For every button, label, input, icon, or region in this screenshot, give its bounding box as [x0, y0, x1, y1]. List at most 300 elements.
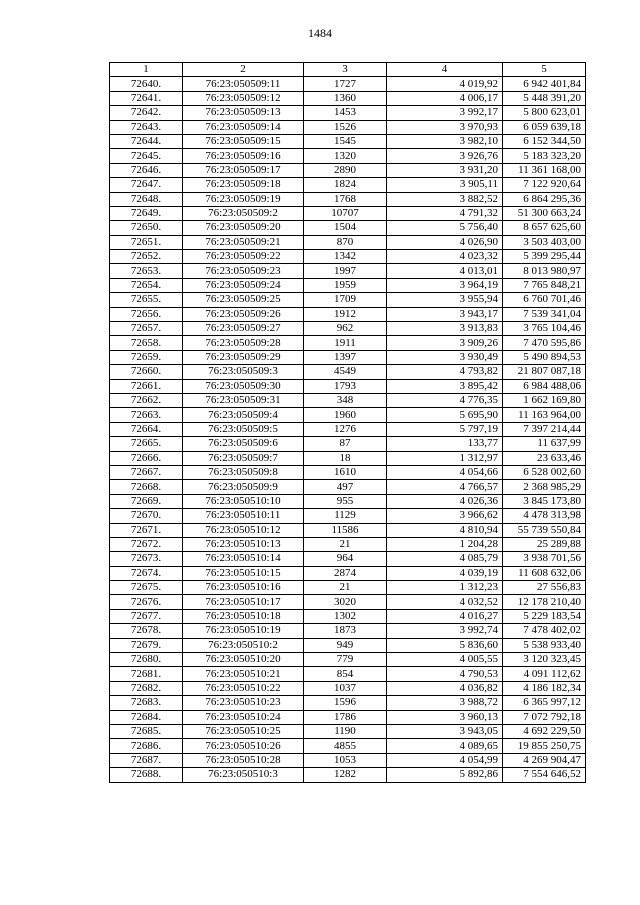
cadastral-value: 11 637,99 — [503, 437, 586, 451]
specific-value: 5 892,86 — [387, 768, 503, 782]
specific-value: 3 943,05 — [387, 724, 503, 738]
column-header-2: 2 — [183, 63, 304, 77]
cadastral-number: 76:23:050509:7 — [183, 451, 304, 465]
specific-value: 3 926,76 — [387, 149, 503, 163]
area-value: 1190 — [304, 724, 387, 738]
row-number: 72667. — [110, 465, 183, 479]
cadastral-value: 6 760 701,46 — [503, 293, 586, 307]
table-row — [110, 77, 586, 91]
area-value: 1397 — [304, 350, 387, 364]
cadastral-number: 76:23:050509:12 — [183, 91, 304, 105]
cadastral-number: 76:23:050509:28 — [183, 336, 304, 350]
specific-value: 3 955,94 — [387, 293, 503, 307]
cadastral-number: 76:23:050509:23 — [183, 264, 304, 278]
cadastral-value: 5 399 295,44 — [503, 250, 586, 264]
cadastral-value: 7 554 646,52 — [503, 768, 586, 782]
cadastral-number: 76:23:050509:21 — [183, 235, 304, 249]
cadastral-number: 76:23:050509:3 — [183, 365, 304, 379]
specific-value: 1 312,97 — [387, 451, 503, 465]
cadastral-value: 5 490 894,53 — [503, 350, 586, 364]
cadastral-number: 76:23:050510:24 — [183, 710, 304, 724]
specific-value: 3 905,11 — [387, 178, 503, 192]
cadastral-value: 21 807 087,18 — [503, 365, 586, 379]
cadastral-number: 76:23:050509:8 — [183, 465, 304, 479]
cadastral-value: 7 470 595,86 — [503, 336, 586, 350]
area-value: 10707 — [304, 206, 387, 220]
specific-value: 4 026,36 — [387, 494, 503, 508]
area-value: 1037 — [304, 681, 387, 695]
table-row — [110, 106, 586, 120]
table-row — [110, 393, 586, 407]
cadastral-number: 76:23:050509:14 — [183, 120, 304, 134]
area-value: 962 — [304, 322, 387, 336]
table-row — [110, 408, 586, 422]
specific-value: 3 982,10 — [387, 134, 503, 148]
specific-value: 4 005,55 — [387, 653, 503, 667]
cadastral-value: 6 864 295,36 — [503, 192, 586, 206]
table-row — [110, 350, 586, 364]
table-row — [110, 552, 586, 566]
table-row — [110, 566, 586, 580]
specific-value: 4 032,52 — [387, 595, 503, 609]
cadastral-value: 3 845 173,80 — [503, 494, 586, 508]
row-number: 72655. — [110, 293, 183, 307]
row-number: 72660. — [110, 365, 183, 379]
table-row — [110, 753, 586, 767]
table-row — [110, 638, 586, 652]
row-number: 72671. — [110, 523, 183, 537]
table-row — [110, 307, 586, 321]
specific-value: 4 006,17 — [387, 91, 503, 105]
cadastral-number: 76:23:050510:13 — [183, 537, 304, 551]
area-value: 1545 — [304, 134, 387, 148]
area-value: 2874 — [304, 566, 387, 580]
cadastral-number: 76:23:050510:18 — [183, 609, 304, 623]
row-number: 72647. — [110, 178, 183, 192]
cadastral-number: 76:23:050510:19 — [183, 624, 304, 638]
area-value: 964 — [304, 552, 387, 566]
table-row — [110, 134, 586, 148]
row-number: 72676. — [110, 595, 183, 609]
area-value: 348 — [304, 393, 387, 407]
area-value: 854 — [304, 667, 387, 681]
table-row — [110, 739, 586, 753]
cadastral-value: 7 478 402,02 — [503, 624, 586, 638]
cadastral-value: 5 448 391,20 — [503, 91, 586, 105]
row-number: 72649. — [110, 206, 183, 220]
table-row — [110, 480, 586, 494]
area-value: 1824 — [304, 178, 387, 192]
cadastral-value: 6 152 344,50 — [503, 134, 586, 148]
area-value: 1911 — [304, 336, 387, 350]
column-header-4: 4 — [387, 63, 503, 77]
specific-value: 3 943,17 — [387, 307, 503, 321]
area-value: 18 — [304, 451, 387, 465]
row-number: 72651. — [110, 235, 183, 249]
row-number: 72664. — [110, 422, 183, 436]
row-number: 72686. — [110, 739, 183, 753]
specific-value: 4 810,94 — [387, 523, 503, 537]
header-row — [110, 63, 586, 77]
cadastral-value: 6 942 401,84 — [503, 77, 586, 91]
cadastral-value: 3 120 323,45 — [503, 653, 586, 667]
specific-value: 1 204,28 — [387, 537, 503, 551]
table-row — [110, 221, 586, 235]
area-value: 1504 — [304, 221, 387, 235]
table-row — [110, 293, 586, 307]
specific-value: 4 023,32 — [387, 250, 503, 264]
cadastral-value: 51 300 663,24 — [503, 206, 586, 220]
specific-value: 5 695,90 — [387, 408, 503, 422]
cadastral-number: 76:23:050510:20 — [183, 653, 304, 667]
cadastral-value: 8 013 980,97 — [503, 264, 586, 278]
cadastral-value: 5 183 323,20 — [503, 149, 586, 163]
area-value: 1360 — [304, 91, 387, 105]
row-number: 72675. — [110, 581, 183, 595]
specific-value: 5 836,60 — [387, 638, 503, 652]
cadastral-value: 7 765 848,21 — [503, 278, 586, 292]
cadastral-number: 76:23:050509:25 — [183, 293, 304, 307]
cadastral-value: 7 122 920,64 — [503, 178, 586, 192]
row-number: 72669. — [110, 494, 183, 508]
area-value: 1786 — [304, 710, 387, 724]
area-value: 2890 — [304, 163, 387, 177]
cadastral-value: 25 289,88 — [503, 537, 586, 551]
table-row — [110, 379, 586, 393]
cadastral-number: 76:23:050509:11 — [183, 77, 304, 91]
area-value: 1610 — [304, 465, 387, 479]
cadastral-number: 76:23:050509:16 — [183, 149, 304, 163]
table-row — [110, 206, 586, 220]
cadastral-number: 76:23:050509:24 — [183, 278, 304, 292]
row-number: 72666. — [110, 451, 183, 465]
cadastral-value: 4 692 229,50 — [503, 724, 586, 738]
table-row — [110, 120, 586, 134]
cadastral-value-table — [109, 62, 586, 783]
table-row — [110, 437, 586, 451]
table-row — [110, 264, 586, 278]
area-value: 3020 — [304, 595, 387, 609]
specific-value: 4 039,19 — [387, 566, 503, 580]
table-row — [110, 609, 586, 623]
cadastral-number: 76:23:050509:6 — [183, 437, 304, 451]
area-value: 949 — [304, 638, 387, 652]
specific-value: 3 909,26 — [387, 336, 503, 350]
cadastral-value: 19 855 250,75 — [503, 739, 586, 753]
cadastral-value: 23 633,46 — [503, 451, 586, 465]
row-number: 72684. — [110, 710, 183, 724]
area-value: 779 — [304, 653, 387, 667]
specific-value: 3 992,74 — [387, 624, 503, 638]
row-number: 72663. — [110, 408, 183, 422]
table-row — [110, 624, 586, 638]
area-value: 1053 — [304, 753, 387, 767]
specific-value: 4 766,57 — [387, 480, 503, 494]
cadastral-value: 3 938 701,56 — [503, 552, 586, 566]
specific-value: 4 016,27 — [387, 609, 503, 623]
area-value: 1276 — [304, 422, 387, 436]
cadastral-number: 76:23:050509:2 — [183, 206, 304, 220]
cadastral-value: 4 186 182,34 — [503, 681, 586, 695]
cadastral-number: 76:23:050510:25 — [183, 724, 304, 738]
row-number: 72673. — [110, 552, 183, 566]
table-row — [110, 422, 586, 436]
specific-value: 3 930,49 — [387, 350, 503, 364]
area-value: 4549 — [304, 365, 387, 379]
specific-value: 133,77 — [387, 437, 503, 451]
specific-value: 1 312,23 — [387, 581, 503, 595]
area-value: 21 — [304, 537, 387, 551]
specific-value: 3 882,52 — [387, 192, 503, 206]
cadastral-number: 76:23:050509:5 — [183, 422, 304, 436]
area-value: 1727 — [304, 77, 387, 91]
row-number: 72642. — [110, 106, 183, 120]
table-row — [110, 91, 586, 105]
area-value: 1709 — [304, 293, 387, 307]
row-number: 72643. — [110, 120, 183, 134]
page-number: 1484 — [308, 26, 332, 40]
cadastral-value: 12 178 210,40 — [503, 595, 586, 609]
area-value: 1960 — [304, 408, 387, 422]
row-number: 72681. — [110, 667, 183, 681]
cadastral-value: 11 361 168,00 — [503, 163, 586, 177]
table-row — [110, 768, 586, 782]
cadastral-number: 76:23:050509:9 — [183, 480, 304, 494]
cadastral-number: 76:23:050509:13 — [183, 106, 304, 120]
area-value: 1302 — [304, 609, 387, 623]
table-row — [110, 178, 586, 192]
row-number: 72656. — [110, 307, 183, 321]
area-value: 1912 — [304, 307, 387, 321]
cadastral-value: 8 657 625,60 — [503, 221, 586, 235]
cadastral-number: 76:23:050509:19 — [183, 192, 304, 206]
specific-value: 3 992,17 — [387, 106, 503, 120]
cadastral-number: 76:23:050509:4 — [183, 408, 304, 422]
cadastral-value: 1 662 169,80 — [503, 393, 586, 407]
row-number: 72657. — [110, 322, 183, 336]
cadastral-number: 76:23:050510:10 — [183, 494, 304, 508]
row-number: 72668. — [110, 480, 183, 494]
table-row — [110, 163, 586, 177]
row-number: 72648. — [110, 192, 183, 206]
cadastral-number: 76:23:050510:15 — [183, 566, 304, 580]
column-header-5: 5 — [503, 63, 586, 77]
area-value: 1342 — [304, 250, 387, 264]
area-value: 1873 — [304, 624, 387, 638]
specific-value: 3 931,20 — [387, 163, 503, 177]
cadastral-number: 76:23:050509:27 — [183, 322, 304, 336]
specific-value: 4 085,79 — [387, 552, 503, 566]
cadastral-number: 76:23:050510:26 — [183, 739, 304, 753]
table-body — [110, 77, 586, 782]
row-number: 72658. — [110, 336, 183, 350]
row-number: 72662. — [110, 393, 183, 407]
specific-value: 3 988,72 — [387, 696, 503, 710]
cadastral-value: 27 556,83 — [503, 581, 586, 595]
area-value: 497 — [304, 480, 387, 494]
column-header-1: 1 — [110, 63, 183, 77]
cadastral-number: 76:23:050510:21 — [183, 667, 304, 681]
table-row — [110, 710, 586, 724]
cadastral-number: 76:23:050510:28 — [183, 753, 304, 767]
specific-value: 4 026,90 — [387, 235, 503, 249]
cadastral-value: 6 059 639,18 — [503, 120, 586, 134]
cadastral-value: 55 739 550,84 — [503, 523, 586, 537]
area-value: 1997 — [304, 264, 387, 278]
area-value: 1768 — [304, 192, 387, 206]
row-number: 72680. — [110, 653, 183, 667]
row-number: 72661. — [110, 379, 183, 393]
cadastral-value: 5 229 183,54 — [503, 609, 586, 623]
cadastral-value: 11 163 964,00 — [503, 408, 586, 422]
specific-value: 4 793,82 — [387, 365, 503, 379]
row-number: 72682. — [110, 681, 183, 695]
row-number: 72640. — [110, 77, 183, 91]
cadastral-number: 76:23:050510:23 — [183, 696, 304, 710]
table-row — [110, 451, 586, 465]
cadastral-number: 76:23:050509:18 — [183, 178, 304, 192]
row-number: 72685. — [110, 724, 183, 738]
specific-value: 4 054,66 — [387, 465, 503, 479]
cadastral-value: 4 091 112,62 — [503, 667, 586, 681]
table-row — [110, 537, 586, 551]
specific-value: 5 797,19 — [387, 422, 503, 436]
cadastral-value: 6 984 488,06 — [503, 379, 586, 393]
cadastral-number: 76:23:050510:3 — [183, 768, 304, 782]
table-row — [110, 581, 586, 595]
area-value: 1959 — [304, 278, 387, 292]
row-number: 72678. — [110, 624, 183, 638]
specific-value: 4 019,92 — [387, 77, 503, 91]
cadastral-value: 2 368 985,29 — [503, 480, 586, 494]
table-row — [110, 149, 586, 163]
cadastral-number: 76:23:050510:12 — [183, 523, 304, 537]
row-number: 72683. — [110, 696, 183, 710]
cadastral-number: 76:23:050509:29 — [183, 350, 304, 364]
row-number: 72652. — [110, 250, 183, 264]
cadastral-number: 76:23:050509:20 — [183, 221, 304, 235]
specific-value: 4 089,65 — [387, 739, 503, 753]
table-row — [110, 322, 586, 336]
area-value: 4855 — [304, 739, 387, 753]
row-number: 72653. — [110, 264, 183, 278]
row-number: 72679. — [110, 638, 183, 652]
area-value: 21 — [304, 581, 387, 595]
cadastral-number: 76:23:050509:26 — [183, 307, 304, 321]
row-number: 72659. — [110, 350, 183, 364]
cadastral-number: 76:23:050509:15 — [183, 134, 304, 148]
specific-value: 4 036,82 — [387, 681, 503, 695]
specific-value: 4 791,32 — [387, 206, 503, 220]
cadastral-value: 5 800 623,01 — [503, 106, 586, 120]
row-number: 72646. — [110, 163, 183, 177]
row-number: 72645. — [110, 149, 183, 163]
table-row — [110, 192, 586, 206]
cadastral-number: 76:23:050510:22 — [183, 681, 304, 695]
table-row — [110, 250, 586, 264]
specific-value: 3 895,42 — [387, 379, 503, 393]
cadastral-value: 6 365 997,12 — [503, 696, 586, 710]
cadastral-value: 5 538 933,40 — [503, 638, 586, 652]
row-number: 72650. — [110, 221, 183, 235]
cadastral-value: 7 072 792,18 — [503, 710, 586, 724]
area-value: 87 — [304, 437, 387, 451]
area-value: 11586 — [304, 523, 387, 537]
cadastral-number: 76:23:050509:22 — [183, 250, 304, 264]
cadastral-value: 7 397 214,44 — [503, 422, 586, 436]
cadastral-value: 3 503 403,00 — [503, 235, 586, 249]
cadastral-number: 76:23:050509:31 — [183, 393, 304, 407]
specific-value: 3 966,62 — [387, 509, 503, 523]
specific-value: 4 776,35 — [387, 393, 503, 407]
specific-value: 5 756,40 — [387, 221, 503, 235]
table-row — [110, 696, 586, 710]
row-number: 72688. — [110, 768, 183, 782]
table-row — [110, 724, 586, 738]
area-value: 1129 — [304, 509, 387, 523]
specific-value: 3 964,19 — [387, 278, 503, 292]
cadastral-value: 4 269 904,47 — [503, 753, 586, 767]
area-value: 955 — [304, 494, 387, 508]
table-row — [110, 278, 586, 292]
area-value: 1453 — [304, 106, 387, 120]
cadastral-value: 11 608 632,06 — [503, 566, 586, 580]
cadastral-number: 76:23:050510:14 — [183, 552, 304, 566]
row-number: 72641. — [110, 91, 183, 105]
row-number: 72670. — [110, 509, 183, 523]
row-number: 72654. — [110, 278, 183, 292]
area-value: 1282 — [304, 768, 387, 782]
row-number: 72644. — [110, 134, 183, 148]
table-row — [110, 494, 586, 508]
row-number: 72674. — [110, 566, 183, 580]
table-row — [110, 509, 586, 523]
specific-value: 4 013,01 — [387, 264, 503, 278]
cadastral-value: 4 478 313,98 — [503, 509, 586, 523]
cadastral-value: 3 765 104,46 — [503, 322, 586, 336]
area-value: 1793 — [304, 379, 387, 393]
table-row — [110, 523, 586, 537]
row-number: 72665. — [110, 437, 183, 451]
cadastral-number: 76:23:050510:2 — [183, 638, 304, 652]
specific-value: 3 960,13 — [387, 710, 503, 724]
table-row — [110, 465, 586, 479]
cadastral-number: 76:23:050510:17 — [183, 595, 304, 609]
specific-value: 3 970,93 — [387, 120, 503, 134]
column-header-3: 3 — [304, 63, 387, 77]
row-number: 72677. — [110, 609, 183, 623]
cadastral-value: 7 539 341,04 — [503, 307, 586, 321]
area-value: 870 — [304, 235, 387, 249]
cadastral-number: 76:23:050510:16 — [183, 581, 304, 595]
specific-value: 3 913,83 — [387, 322, 503, 336]
table-header — [110, 63, 586, 77]
table-row — [110, 667, 586, 681]
specific-value: 4 054,99 — [387, 753, 503, 767]
table-row — [110, 681, 586, 695]
area-value: 1320 — [304, 149, 387, 163]
area-value: 1596 — [304, 696, 387, 710]
table-row — [110, 235, 586, 249]
specific-value: 4 790,53 — [387, 667, 503, 681]
row-number: 72687. — [110, 753, 183, 767]
area-value: 1526 — [304, 120, 387, 134]
table-row — [110, 336, 586, 350]
cadastral-value: 6 528 002,60 — [503, 465, 586, 479]
table-row — [110, 365, 586, 379]
cadastral-number: 76:23:050509:17 — [183, 163, 304, 177]
table-row — [110, 595, 586, 609]
